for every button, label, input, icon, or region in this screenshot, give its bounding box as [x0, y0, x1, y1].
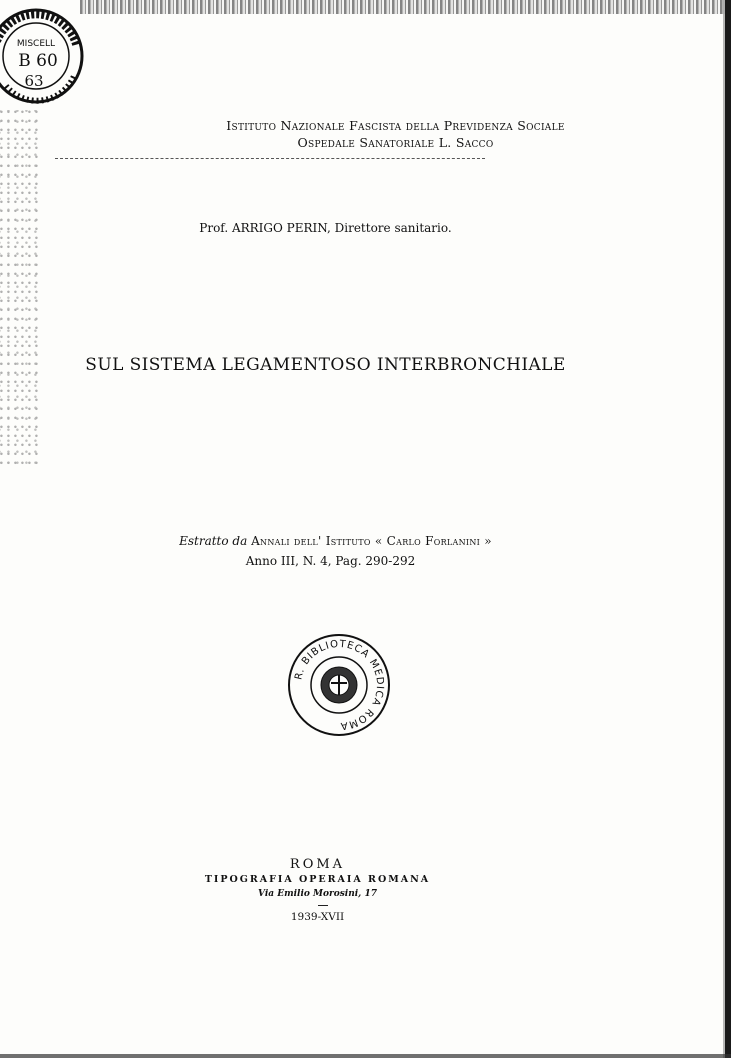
scan-border-right-inner	[723, 0, 725, 1058]
header-rule	[55, 158, 485, 159]
extract-issue: Anno III, N. 4, Pag. 290-292	[245, 554, 416, 568]
imprint-year: 1939-XVII	[290, 911, 345, 923]
library-seal	[287, 633, 391, 737]
imprint-dash	[318, 905, 328, 906]
institute-name: Istituto Nazionale Fascista della Previdenza Sociale	[226, 118, 565, 133]
extract-source: Annali dell' Istituto « Carlo Forlanini »	[251, 534, 492, 548]
seal-text: R. BIBLIOTECA MEDICA ROMA	[293, 638, 386, 732]
imprint-city: ROMA	[289, 857, 346, 872]
scan-border-top	[80, 0, 731, 14]
library-stamp	[0, 6, 86, 106]
imprint-printer: TIPOGRAFIA OPERAIA ROMANA	[204, 874, 431, 885]
scan-noise-left	[0, 110, 40, 470]
shelf-mark-label: MISCELL	[16, 39, 56, 49]
author-line: Prof. ARRIGO PERIN, Direttore sanitario.	[199, 221, 452, 235]
document-title: SUL SISTEMA LEGAMENTOSO INTERBRONCHIALE	[85, 355, 566, 375]
scan-border-right	[725, 0, 731, 1058]
shelf-mark-item: 63	[24, 72, 44, 90]
shelf-mark-number: B 60	[18, 51, 58, 71]
extract-line	[0, 534, 701, 548]
scan-border-bottom	[0, 1054, 731, 1058]
extract-prefix: Estratto da	[179, 534, 248, 548]
hospital-name: Ospedale Sanatoriale L. Sacco	[297, 135, 494, 150]
imprint-address: Via Emilio Morosini, 17	[258, 889, 377, 899]
